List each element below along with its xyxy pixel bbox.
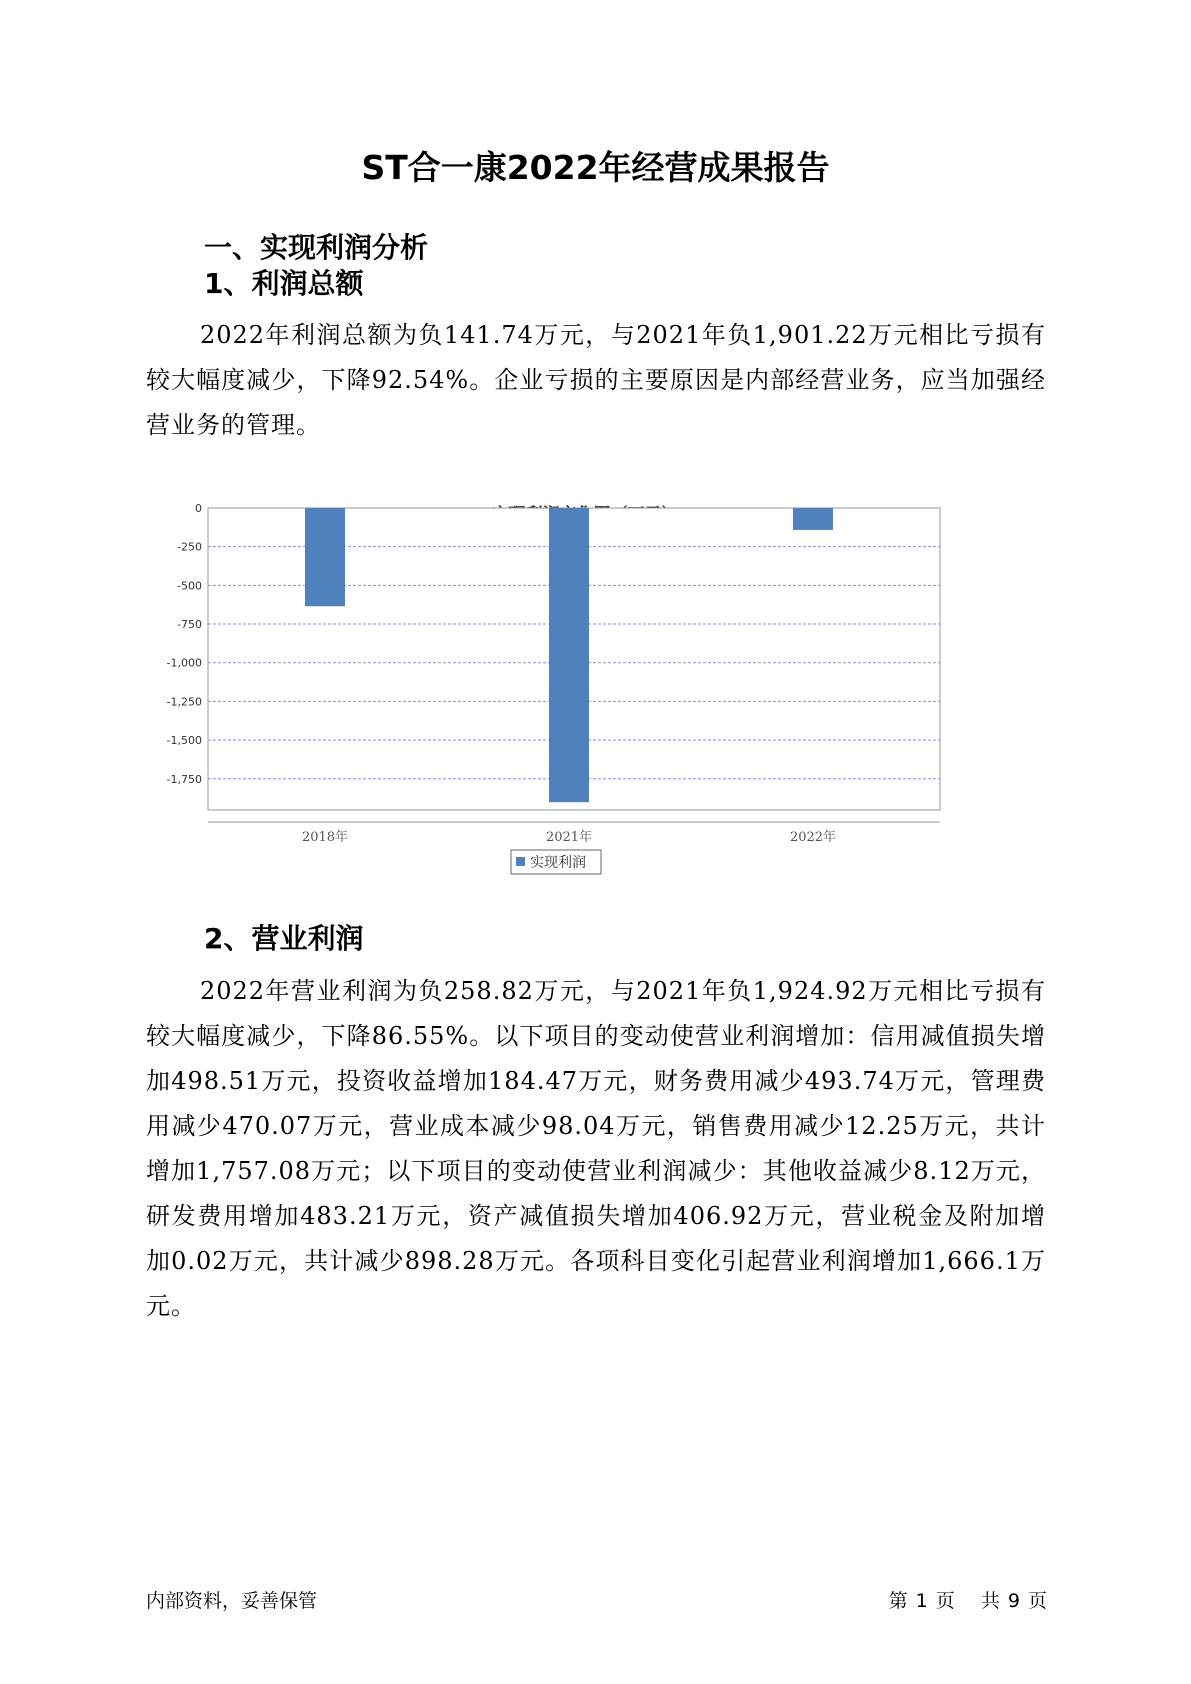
- x-tick-label: 2018年: [301, 830, 349, 845]
- y-tick-label: -250: [177, 540, 202, 554]
- bar: [305, 508, 345, 606]
- legend: [511, 850, 601, 874]
- page-number: 1: [915, 1590, 928, 1612]
- document-title: ST合一康2022年经营成果报告: [361, 148, 830, 187]
- x-axis-ticks: [302, 829, 836, 845]
- page-prefix: 第: [888, 1590, 908, 1612]
- x-tick-label: 2021年: [545, 830, 593, 845]
- total-pages: 9: [1007, 1590, 1020, 1612]
- legend-label: 实现利润: [530, 855, 586, 871]
- total-prefix: 共: [980, 1590, 1000, 1612]
- y-tick-label: -1,750: [166, 772, 202, 786]
- y-tick-label: -500: [177, 579, 202, 593]
- section-heading-profit-analysis: 一、实现利润分析: [204, 231, 429, 264]
- subheading-operating-profit: 2、营业利润: [204, 922, 364, 955]
- y-tick-label: 0: [195, 502, 202, 515]
- profit-bar-chart: [150, 500, 1020, 950]
- total-suffix: 页: [1027, 1590, 1047, 1612]
- footer-page-number: [885, 1586, 1051, 1613]
- bar: [549, 508, 589, 802]
- y-tick-label: -1,500: [166, 734, 202, 748]
- chart-svg: [150, 502, 1020, 950]
- y-tick-label: -1,000: [166, 656, 202, 670]
- paragraph-total-profit: 2022年利润总额为负141.74万元，与2021年负1,901.22万元相比亏损有较大幅度减少，下降92.54%。企业亏损的主要原因是内部经营业务，应当加强经营业务的管理。: [146, 321, 1046, 439]
- y-tick-label: -1,250: [166, 695, 202, 709]
- y-tick-label: -750: [177, 618, 202, 632]
- footer-confidential-note: 内部资料，妥善保管: [146, 1590, 318, 1612]
- paragraph-operating-profit: 2022年营业利润为负258.82万元，与2021年负1,924.92万元相比亏损有较大幅度减少，下降86.55%。以下项目的变动使营业利润增加：信用减值损失增加498.51万元，投资收益增加184.47万元，财务费用减少493.74万元，管理费用减少470.07万元，营业成本减少98.04万元，销售费用减少12.25万元，共计增加1,757.08万元；以下项目的变动使营业利润减少：其他收益减少8.12万元，研发费用增加483.21万元，资产减值损失增加406.92万元，营业税金及附加增加0.02万元，共计减少898.28万元。各项科目变化引起营业利润增加1,666.1万元。: [146, 977, 1046, 1320]
- page-suffix: 页: [935, 1590, 955, 1612]
- x-tick-label: 2022年: [789, 830, 837, 845]
- y-axis-ticks: [167, 502, 202, 786]
- bar: [793, 508, 833, 530]
- legend-swatch: [516, 857, 525, 866]
- subheading-total-profit: 1、利润总额: [204, 267, 364, 300]
